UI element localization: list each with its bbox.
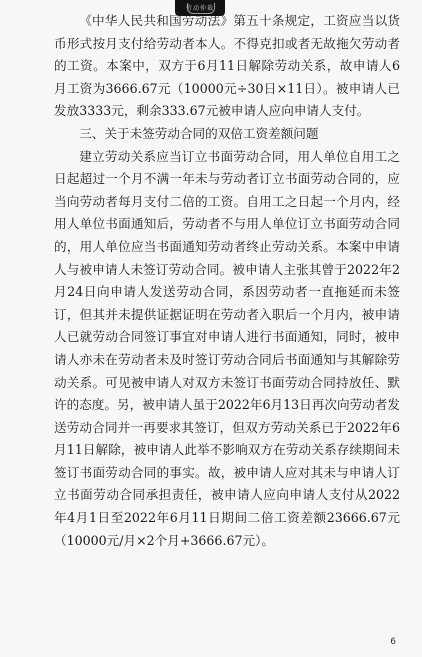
paragraph-wage-payment-text: 工资应当以货币形式按月支付给劳动者本人。不得克扣或者无故拖欠劳动者的工资。本案中，双方于6月11日解除劳动关系，故申请人6月工资为3666.67元（10000元÷30日×11日）。被申请人已发放3333元，剩余333.67元被申请人应向申请人支付。	[54, 13, 401, 119]
document-body	[54, 10, 400, 552]
page-number: 6	[390, 637, 396, 647]
paragraph-wage-payment	[54, 10, 400, 123]
law-citation: 《中华人民共和国劳动法》第五十条规定，	[79, 13, 324, 28]
paragraph-double-wage: 建立劳动关系应当订立书面劳动合同，用人单位自用工之日起超过一个月不满一年未与劳动者订立书面劳动合同的，应当向劳动者每月支付二倍的工资。自用工之日起一个月内，经用人单位书面通知后，劳动者不与用人单位订立书面劳动合同的，用人单位应当书面通知劳动者终止劳动关系。本案中申请人与被申请人未签订劳动合同。被申请人主张其曾于2022年2月24日向申请人发送劳动合同，系因劳动者一直拖延而未签订，但其并未提供证据证明在劳动者入职后一个月内，被申请人已就劳动合同签订事宜对申请人进行书面通知，同时，被申请人亦未在劳动者未及时签订劳动合同后书面通知与其解除劳动关系。可见被申请人对双方未签订书面劳动合同持放任、默许的态度。另，被申请人虽于2022年6月13日再次向劳动者发送劳动合同并一再要求其签订，但双方劳动关系已于2022年6月11日解除，被申请人此举不影响双方在劳动关系存续期间未签订书面劳动合同的事实。故，被申请人应对其未与申请人订立书面劳动合同承担责任，被申请人应向申请人支付从2022年4月1日至2022年6月11日期间二倍工资差额23666.67元（10000元/月×2个月+3666.67元）。	[54, 148, 400, 548]
seal-text: 劳动仲裁	[185, 5, 214, 12]
section-heading-3: 三、关于未签劳动合同的双倍工资差额问题	[79, 125, 319, 141]
